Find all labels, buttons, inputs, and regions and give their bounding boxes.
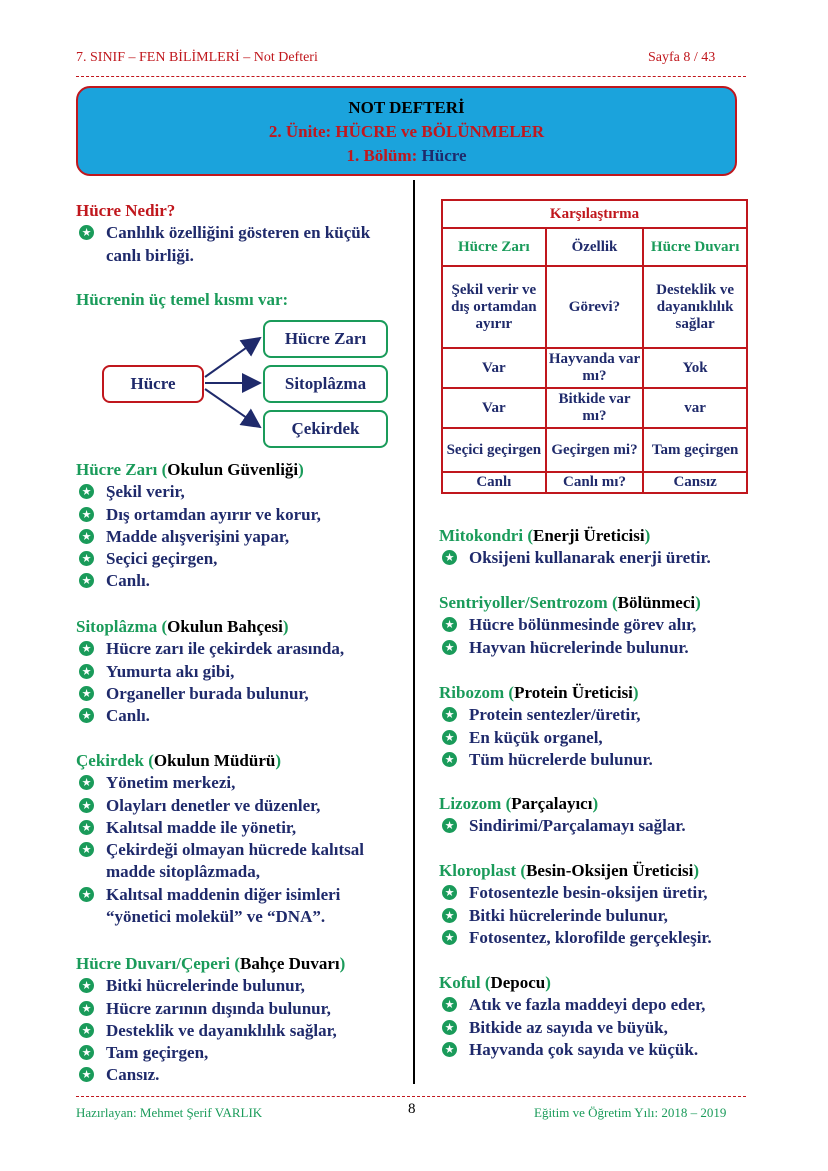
list-item	[76, 548, 406, 570]
banner-title: NOT DEFTERİ	[348, 98, 465, 117]
list-item-text: Yumurta akı gibi,	[106, 661, 235, 681]
section-lysosome	[439, 793, 789, 838]
star-bullet-icon: ★	[79, 507, 94, 522]
bullet-list	[76, 222, 406, 267]
list-item-text: Tam geçirgen,	[106, 1043, 209, 1063]
banner-unit: 2. Ünite: HÜCRE ve BÖLÜNMELER	[268, 122, 545, 141]
list-item	[76, 772, 376, 794]
list-item-text: Yönetim merkezi,	[106, 773, 236, 793]
bullet-list	[76, 975, 406, 1086]
table-cell: Cansız	[643, 472, 747, 493]
star-bullet-icon: ★	[79, 1001, 94, 1016]
header-divider	[76, 76, 746, 77]
list-item	[439, 637, 789, 659]
star-bullet-icon: ★	[79, 641, 94, 656]
star-bullet-icon: ★	[442, 885, 457, 900]
section-heading: Hücrenin üç temel kısmı var:	[76, 290, 289, 309]
table-cell: Canlı mı?	[546, 472, 644, 493]
list-item-text: Madde alışverişini yapar,	[106, 526, 290, 546]
list-item-text: Hücre bölünmesinde görev alır,	[469, 615, 697, 635]
bullet-list	[439, 882, 789, 949]
star-bullet-icon: ★	[79, 686, 94, 701]
bullet-list	[76, 772, 376, 928]
list-item	[76, 570, 406, 592]
list-item-text: Kalıtsal madde ile yönetir,	[106, 817, 297, 837]
list-item-text: En küçük organel,	[469, 727, 603, 747]
list-item-text: Dış ortamdan ayırır ve korur,	[106, 504, 321, 524]
list-item	[439, 905, 789, 927]
banner-part-name: Hücre	[421, 146, 467, 165]
list-item	[439, 1017, 789, 1039]
section-three-parts	[76, 289, 406, 311]
list-item-text: Protein sentezler/üretir,	[469, 705, 641, 725]
list-item	[439, 815, 789, 837]
table-cell: Bitkide var mı?	[546, 388, 644, 428]
comparison-table	[441, 199, 748, 494]
table-header: Özellik	[546, 228, 644, 266]
table-cell: var	[643, 388, 747, 428]
section-heading: Mitokondri (Enerji Üreticisi)	[439, 526, 651, 545]
table-cell: Desteklik ve dayanıklılık sağlar	[643, 266, 747, 348]
section-heading: Hücre Zarı (Okulun Güvenliği)	[76, 460, 304, 479]
table-header: Hücre Zarı	[442, 228, 546, 266]
bullet-list	[439, 704, 789, 771]
list-item	[439, 547, 789, 569]
star-bullet-icon: ★	[79, 842, 94, 857]
star-bullet-icon: ★	[79, 887, 94, 902]
page-number-header: Sayfa 8 / 43	[648, 50, 716, 65]
table-cell: Seçici geçirgen	[442, 428, 546, 472]
section-ribosome	[439, 682, 789, 771]
table-cell: Görevi?	[546, 266, 644, 348]
star-bullet-icon: ★	[79, 708, 94, 723]
list-item	[76, 1042, 406, 1064]
list-item-text: Hayvanda çok sayıda ve küçük.	[469, 1039, 699, 1059]
title-banner	[76, 86, 737, 176]
star-bullet-icon: ★	[442, 1020, 457, 1035]
diagram-part-membrane: Hücre Zarı	[263, 320, 388, 358]
star-bullet-icon: ★	[79, 664, 94, 679]
bullet-list	[439, 547, 789, 569]
list-item	[76, 839, 376, 884]
list-item-text: Atık ve fazla maddeyi depo eder,	[469, 995, 706, 1015]
star-bullet-icon: ★	[79, 529, 94, 544]
table-cell: Var	[442, 388, 546, 428]
list-item-text: Hücre zarının dışında bulunur,	[106, 998, 331, 1018]
list-item-text: Canlı.	[106, 706, 150, 726]
list-item-text: Desteklik ve dayanıklılık sağlar,	[106, 1020, 337, 1040]
list-item-text: Bitki hücrelerinde bulunur,	[469, 905, 668, 925]
footer-divider	[76, 1096, 746, 1097]
star-bullet-icon: ★	[79, 820, 94, 835]
section-heading: Kloroplast (Besin-Oksijen Üreticisi)	[439, 861, 700, 880]
table-header: Hücre Duvarı	[643, 228, 747, 266]
list-item	[76, 705, 406, 727]
section-heading: Ribozom (Protein Üreticisi)	[439, 683, 639, 702]
list-item-text: Organeller burada bulunur,	[106, 683, 309, 703]
star-bullet-icon: ★	[442, 550, 457, 565]
star-bullet-icon: ★	[442, 640, 457, 655]
banner-part-label: 1. Bölüm:	[346, 146, 418, 165]
page-header-title: 7. SINIF – FEN BİLİMLERİ – Not Defteri	[76, 50, 318, 65]
star-bullet-icon: ★	[442, 617, 457, 632]
list-item	[439, 927, 789, 949]
star-bullet-icon: ★	[442, 707, 457, 722]
list-item	[439, 882, 789, 904]
section-what-is-cell	[76, 200, 406, 267]
list-item-text: Cansız.	[106, 1065, 160, 1085]
footer-page-number: 8	[408, 1101, 416, 1117]
list-item-text: Olayları denetler ve düzenler,	[106, 795, 321, 815]
list-item	[439, 994, 789, 1016]
section-cytoplasm	[76, 616, 406, 727]
list-item-text: Bitkide az sayıda ve büyük,	[469, 1017, 668, 1037]
bullet-list	[76, 638, 406, 727]
table-cell: Geçirgen mi?	[546, 428, 644, 472]
star-bullet-icon: ★	[442, 997, 457, 1012]
list-item	[76, 481, 406, 503]
table-cell: Hayvanda var mı?	[546, 348, 644, 388]
section-centrosome	[439, 592, 789, 659]
section-chloroplast	[439, 860, 789, 949]
table-cell: Şekil verir ve dış ortamdan ayırır	[442, 266, 546, 348]
list-item-text: Oksijeni kullanarak enerji üretir.	[469, 548, 711, 568]
bullet-list	[439, 614, 789, 659]
section-heading: Çekirdek (Okulun Müdürü)	[76, 751, 282, 770]
list-item	[76, 683, 406, 705]
diagram-part-cytoplasm: Sitoplâzma	[263, 365, 388, 403]
list-item-text: Canlı.	[106, 571, 150, 591]
section-heading: Sitoplâzma (Okulun Bahçesi)	[76, 617, 289, 636]
list-item	[76, 998, 406, 1020]
banner-part	[78, 144, 735, 168]
footer-author: Hazırlayan: Mehmet Şerif VARLIK	[76, 1105, 263, 1120]
section-vacuole	[439, 972, 789, 1061]
section-cell-wall	[76, 953, 406, 1087]
table-cell: Yok	[643, 348, 747, 388]
list-item	[439, 1039, 789, 1061]
list-item-text: Kalıtsal maddenin diğer isimleri “yönetici molekül” ve “DNA”.	[106, 884, 341, 927]
list-item-text: Şekil verir,	[106, 482, 185, 502]
star-bullet-icon: ★	[79, 775, 94, 790]
list-item-text: Canlılık özelliğini gösteren en küçük canlı birliği.	[106, 223, 371, 265]
bullet-list	[76, 481, 406, 592]
list-item-text: Fotosentez, klorofilde gerçekleşir.	[469, 927, 712, 947]
list-item	[76, 638, 406, 660]
star-bullet-icon: ★	[79, 1045, 94, 1060]
list-item	[76, 222, 406, 267]
star-bullet-icon: ★	[79, 978, 94, 993]
star-bullet-icon: ★	[442, 930, 457, 945]
section-heading: Sentriyoller/Sentrozom (Bölünmeci)	[439, 593, 701, 612]
list-item-text: Tüm hücrelerde bulunur.	[469, 749, 653, 769]
section-heading: Koful (Depocu)	[439, 973, 551, 992]
table-cell: Var	[442, 348, 546, 388]
list-item	[439, 704, 789, 726]
section-mitochondria	[439, 525, 789, 570]
list-item-text: Bitki hücrelerinde bulunur,	[106, 976, 305, 996]
diagram-center-cell: Hücre	[102, 365, 204, 403]
section-heading: Hücre Duvarı/Çeperi (Bahçe Duvarı)	[76, 954, 346, 973]
list-item	[76, 795, 376, 817]
section-heading: Lizozom (Parçalayıcı)	[439, 794, 599, 813]
star-bullet-icon: ★	[442, 1042, 457, 1057]
bullet-list	[439, 994, 789, 1061]
column-divider	[413, 180, 415, 1084]
list-item	[439, 614, 789, 636]
star-bullet-icon: ★	[79, 573, 94, 588]
list-item	[76, 817, 376, 839]
list-item-text: Fotosentezle besin-oksijen üretir,	[469, 883, 708, 903]
list-item	[76, 1064, 406, 1086]
list-item	[76, 884, 376, 929]
list-item-text: Hayvan hücrelerinde bulunur.	[469, 637, 689, 657]
section-membrane	[76, 459, 406, 593]
list-item-text: Çekirdeği olmayan hücrede kalıtsal madde sitoplâzmada,	[106, 840, 364, 882]
table-title: Karşılaştırma	[442, 200, 747, 228]
star-bullet-icon: ★	[79, 1067, 94, 1082]
star-bullet-icon: ★	[442, 752, 457, 767]
list-item-text: Hücre zarı ile çekirdek arasında,	[106, 639, 345, 659]
star-bullet-icon: ★	[442, 818, 457, 833]
star-bullet-icon: ★	[442, 730, 457, 745]
table-cell: Canlı	[442, 472, 546, 493]
list-item-text: Seçici geçirgen,	[106, 549, 218, 569]
footer-year: Eğitim ve Öğretim Yılı: 2018 – 2019	[534, 1105, 727, 1120]
cell-parts-diagram	[90, 315, 410, 455]
star-bullet-icon: ★	[442, 908, 457, 923]
bullet-list	[439, 815, 789, 837]
table-cell: Tam geçirgen	[643, 428, 747, 472]
star-bullet-icon: ★	[79, 1023, 94, 1038]
list-item	[439, 727, 789, 749]
list-item	[76, 526, 406, 548]
star-bullet-icon: ★	[79, 225, 94, 240]
section-heading: Hücre Nedir?	[76, 201, 176, 220]
list-item	[76, 661, 406, 683]
list-item	[76, 975, 406, 997]
diagram-part-nucleus: Çekirdek	[263, 410, 388, 448]
star-bullet-icon: ★	[79, 551, 94, 566]
star-bullet-icon: ★	[79, 484, 94, 499]
star-bullet-icon: ★	[79, 798, 94, 813]
section-nucleus	[76, 750, 406, 928]
list-item	[76, 504, 406, 526]
list-item-text: Sindirimi/Parçalamayı sağlar.	[469, 816, 686, 836]
list-item	[439, 749, 789, 771]
list-item	[76, 1020, 406, 1042]
